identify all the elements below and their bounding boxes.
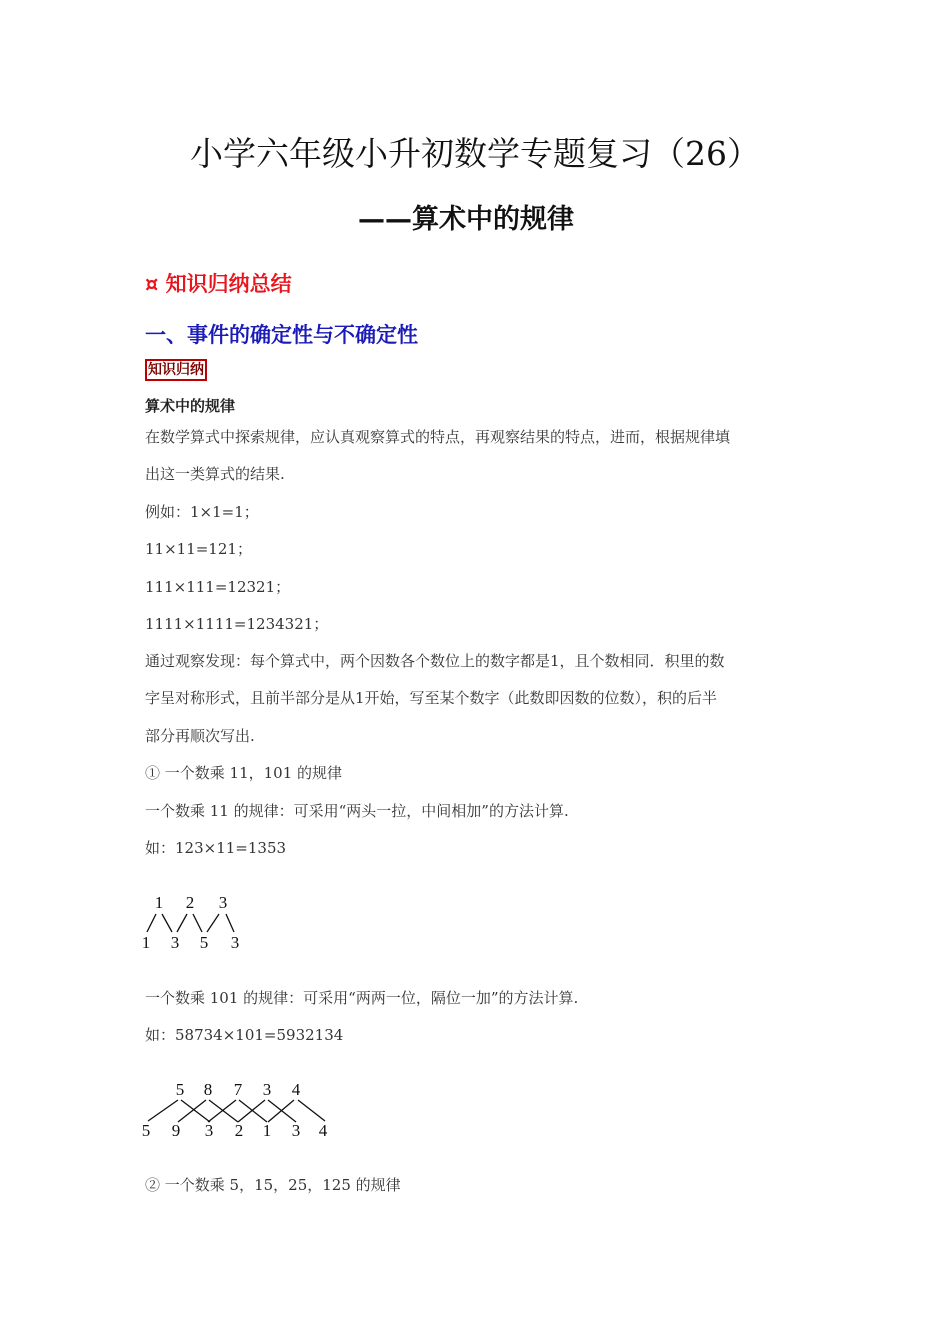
diagram1-top-digit: 2 <box>185 893 195 912</box>
diagram1-connector <box>226 914 234 932</box>
text-line: ② 一个数乘 5，15，25，125 的规律 <box>145 1176 401 1194</box>
diagram1-top-digit: 3 <box>218 893 228 912</box>
text-line: 通过观察发现：每个算式中，两个因数各个数位上的数字都是1，且个数相同．积里的数 <box>145 652 725 670</box>
diagram1-bottom-digit: 1 <box>141 933 151 952</box>
diagram2-top-digit: 4 <box>291 1080 301 1099</box>
diagram2-bottom-digit: 3 <box>204 1121 214 1140</box>
diagram2-top-digit: 7 <box>233 1080 243 1099</box>
text-line: 出这一类算式的结果. <box>145 465 285 483</box>
text-line: ① 一个数乘 11，101 的规律 <box>145 764 343 782</box>
text-line: 部分再顺次写出. <box>145 727 255 745</box>
diagram2-bottom-digit: 4 <box>318 1121 328 1140</box>
diagram1-connector <box>193 914 202 932</box>
diagram2-connector <box>209 1100 238 1122</box>
diagram1-bottom-digit: 5 <box>199 933 209 952</box>
diagram2-connector <box>238 1100 265 1122</box>
diagram2-connector <box>148 1100 178 1121</box>
knowledge-badge: 知识归纳 <box>145 359 207 381</box>
diagram1-bottom-digit: 3 <box>230 933 240 952</box>
section-heading-summary: ¤ 知识归纳总结 <box>145 272 292 296</box>
text-line: 1111×1111=1234321； <box>145 615 329 633</box>
page-subtitle: ——算术中的规律 <box>358 204 574 235</box>
diagram2-top-digit: 5 <box>175 1080 185 1099</box>
diagram1-connector <box>177 914 187 932</box>
diagram-multiply-101 <box>142 1080 328 1140</box>
text-line: 一个数乘 11 的规律：可采用“两头一拉，中间相加”的方法计算. <box>145 802 569 820</box>
text-line: 111×111=12321； <box>145 578 291 596</box>
text-line: 如：58734×101=5932134 <box>145 1026 344 1044</box>
text-line: 例如：1×1=1； <box>145 503 259 521</box>
diagram2-connector <box>181 1100 210 1122</box>
diagram1-bottom-digit: 3 <box>170 933 180 952</box>
diagram2-bottom-digit: 9 <box>171 1121 181 1140</box>
diagram1-top-digit: 1 <box>154 893 164 912</box>
diagram-multiply-11 <box>142 893 240 952</box>
topic-heading: 算术中的规律 <box>145 397 236 415</box>
diagram2-connector <box>239 1100 267 1122</box>
text-line: 11×11=121； <box>145 540 252 558</box>
diagram1-connector <box>147 914 156 932</box>
text-line: 在数学算式中探索规律，应认真观察算式的特点，再观察结果的特点，进而，根据规律填 <box>145 428 731 446</box>
text-line: 如：123×11=1353 <box>145 839 287 857</box>
text-line: 一个数乘 101 的规律：可采用“两两一位，隔位一加”的方法计算. <box>145 989 579 1007</box>
diagram2-bottom-digit: 1 <box>262 1121 272 1140</box>
diagram2-connector <box>298 1100 325 1121</box>
diagram2-top-digit: 3 <box>262 1080 272 1099</box>
diagram2-connector <box>208 1100 236 1122</box>
page-title: 小学六年级小升初数学专题复习（26） <box>190 134 760 173</box>
diagram2-bottom-digit: 3 <box>291 1121 301 1140</box>
diagram2-top-digit: 8 <box>203 1080 213 1099</box>
diagram1-connector <box>207 914 219 932</box>
section-heading-certainty: 一、事件的确定性与不确定性 <box>145 323 418 347</box>
diagram1-connector <box>162 914 172 932</box>
diagram2-bottom-digit: 2 <box>234 1121 244 1140</box>
text-line: 字呈对称形式，且前半部分是从1开始，写至某个数字（此数即因数的位数），积的后半 <box>145 689 718 707</box>
diagram2-bottom-digit: 5 <box>141 1121 151 1140</box>
diagram2-connector <box>178 1100 206 1122</box>
